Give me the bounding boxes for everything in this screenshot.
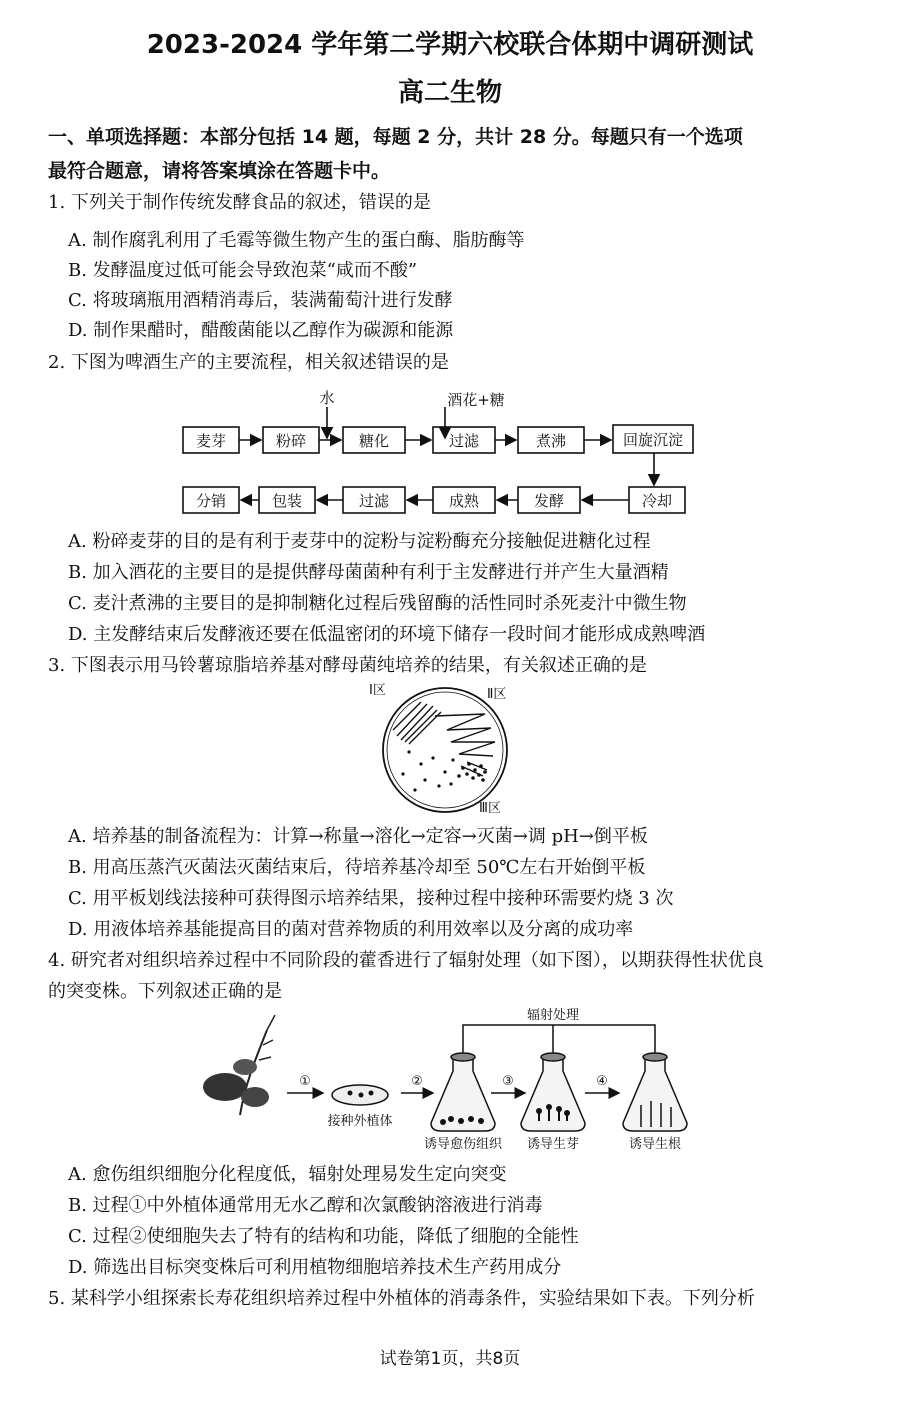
flow-label-filter: 过滤 (448, 432, 480, 450)
plant-explant-icon (203, 1015, 275, 1115)
question-3-option-d: D. 用液体培养基能提高目的菌对营养物质的利用效率以及分离的成功率 (68, 919, 634, 940)
question-2-option-c: C. 麦汁煮沸的主要目的是抑制糖化过程后残留酶的活性同时杀死麦汁中微生物 (68, 593, 687, 614)
flow-label-whirlpool: 回旋沉淀 (622, 431, 684, 449)
flow-label-saccharify: 糖化 (358, 432, 390, 450)
step-3-label: ③ (502, 1074, 514, 1089)
tissue-culture-radiation-figure (195, 1005, 700, 1155)
question-1-option-b: B. 发酵温度过低可能会导致泡菜“咸而不酸” (68, 260, 418, 281)
question-1-option-a: A. 制作腐乳利用了毛霉等微生物产生的蛋白酶、脂肪酶等 (68, 230, 525, 251)
question-3-option-c: C. 用平板划线法接种可获得图示培养结果，接种过程中接种环需要灼烧 3 次 (68, 888, 674, 909)
question-3-stem: 3. 下图表示用马铃薯琼脂培养基对酵母菌纯培养的结果，有关叙述正确的是 (48, 655, 647, 676)
stage-label-root: 诱导生根 (628, 1137, 682, 1152)
flow-label-malt: 麦芽 (195, 432, 227, 450)
flow-label-distribute: 分销 (195, 492, 227, 510)
zone-label-2: Ⅱ区 (487, 687, 507, 702)
question-3-option-a: A. 培养基的制备流程为：计算→称量→溶化→定容→灭菌→调 pH→倒平板 (68, 826, 648, 847)
stage-label-explant: 接种外植体 (327, 1114, 393, 1129)
question-4-stem-line2: 的突变株。下列叙述正确的是 (48, 981, 282, 1002)
petri-dish-streak-figure (355, 680, 535, 820)
flow-label-cool: 冷却 (641, 492, 673, 510)
zone-label-3: Ⅲ区 (479, 801, 501, 816)
question-2-option-a: A. 粉碎麦芽的目的是有利于麦芽中的淀粉与淀粉酶充分接触促进糖化过程 (68, 531, 651, 552)
question-4-option-b: B. 过程①中外植体通常用无水乙醇和次氯酸钠溶液进行消毒 (68, 1195, 543, 1216)
step-1-label: ① (299, 1074, 311, 1089)
flow-label-mature: 成熟 (448, 492, 480, 510)
section-instructions-line1: 一、单项选择题：本部分包括 14 题，每题 2 分，共计 28 分。每题只有一个选项 (48, 126, 743, 148)
zone-label-1: Ⅰ区 (369, 683, 386, 698)
flow-input-water: 水 (319, 389, 335, 407)
flow-label-boil: 煮沸 (535, 432, 567, 450)
flask-root-icon (623, 1053, 687, 1131)
yeast-colonies (401, 750, 486, 791)
question-2-option-d: D. 主发酵结束后发酵液还要在低温密闭的环境下储存一段时间才能形成成熟啤酒 (68, 624, 706, 645)
question-2-stem: 2. 下图为啤酒生产的主要流程，相关叙述错误的是 (48, 352, 449, 373)
question-2-option-b: B. 加入酒花的主要目的是提供酵母菌菌种有利于主发酵进行并产生大量酒精 (68, 562, 669, 583)
question-4-stem-line1: 4. 研究者对组织培养过程中不同阶段的藿香进行了辐射处理（如下图），以期获得性状优良 (48, 950, 764, 971)
flow-label-package: 包装 (271, 492, 303, 510)
page-footer: 试卷第1页，共8页 (379, 1349, 521, 1369)
flow-label-filter-2: 过滤 (358, 492, 390, 510)
step-4-label: ④ (596, 1074, 608, 1089)
exam-title: 2023-2024 学年第二学期六校联合体期中调研测试 (146, 30, 754, 60)
flow-label-grind: 粉碎 (275, 432, 307, 450)
stage-label-callus: 诱导愈伤组织 (423, 1137, 503, 1152)
section-instructions-line2: 最符合题意，请将答案填涂在答题卡中。 (48, 160, 391, 182)
beer-process-flowchart (175, 385, 715, 520)
question-1-option-d: D. 制作果醋时，醋酸菌能以乙醇作为碳源和能源 (68, 320, 454, 341)
flow-input-hops: 酒花+糖 (447, 391, 505, 409)
question-1-stem: 1. 下列关于制作传统发酵食品的叙述，错误的是 (48, 192, 431, 213)
flow-label-ferment: 发酵 (533, 492, 565, 510)
stage-label-shoot: 诱导生芽 (526, 1137, 580, 1152)
petri-dish-outline (383, 688, 507, 812)
question-4-option-a: A. 愈伤组织细胞分化程度低，辐射处理易发生定向突变 (68, 1164, 507, 1185)
question-3-option-b: B. 用高压蒸汽灭菌法灭菌结束后，待培养基冷却至 50℃左右开始倒平板 (68, 857, 646, 878)
petri-dish-explant-icon (332, 1085, 388, 1105)
radiation-label: 辐射处理 (526, 1008, 580, 1023)
step-2-label: ② (411, 1074, 423, 1089)
subject-title: 高二生物 (397, 78, 502, 108)
question-5-stem: 5. 某科学小组探索长寿花组织培养过程中外植体的消毒条件，实验结果如下表。下列分析 (48, 1288, 755, 1309)
question-4-option-c: C. 过程②使细胞失去了特有的结构和功能，降低了细胞的全能性 (68, 1226, 579, 1247)
question-4-option-d: D. 筛选出目标突变株后可利用植物细胞培养技术生产药用成分 (68, 1257, 562, 1278)
flask-shoot-icon (521, 1053, 585, 1131)
question-1-option-c: C. 将玻璃瓶用酒精消毒后，装满葡萄汁进行发酵 (68, 290, 453, 311)
